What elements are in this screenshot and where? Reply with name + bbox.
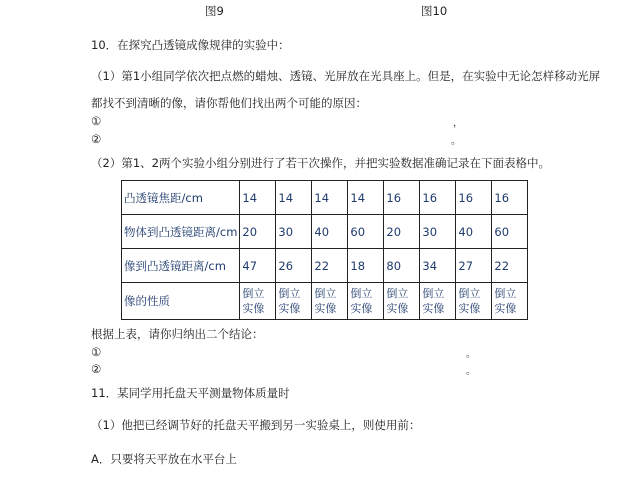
table-cell: 倒立实像 [384,283,420,320]
table-cell: 30 [276,215,312,249]
table-cell: 16 [492,181,528,215]
table-cell: 27 [456,249,492,283]
table-cell: 14 [276,181,312,215]
conclusion-2-end-mark: 。 [466,366,476,377]
figure-10-caption: 图10 [421,4,448,18]
table-cell: 40 [456,215,492,249]
table-cell: 倒立实像 [348,283,384,320]
table-row [122,283,528,320]
table-cell: 14 [312,181,348,215]
question-10-title: 10．在探究凸透镜成像规律的实验中： [91,38,290,52]
table-cell: 34 [420,249,456,283]
reason-2-marker: ② [91,132,102,146]
table-cell: 22 [492,249,528,283]
conclusion-2-marker: ② [91,362,102,376]
table-cell: 倒立实像 [492,283,528,320]
table-cell: 60 [492,215,528,249]
table-cell: 14 [348,181,384,215]
table-cell: 60 [348,215,384,249]
table-cell: 倒立实像 [312,283,348,320]
table-cell: 倒立实像 [276,283,312,320]
table-cell: 16 [420,181,456,215]
row-label: 凸透镜焦距/cm [122,181,240,215]
table-cell: 16 [384,181,420,215]
table-cell: 14 [240,181,276,215]
table-cell: 40 [312,215,348,249]
reason-2-end-mark: 。 [451,136,461,147]
question-10-part1-line2: 都找不到清晰的像，请你帮他们找出两个可能的原因： [91,96,367,110]
table-row [122,181,528,215]
table-cell: 47 [240,249,276,283]
question-10-part2: （2）第1、2两个实验小组分别进行了若干次操作，并把实验数据准确记录在下面表格中。 [91,156,550,170]
experiment-data-table [121,180,528,320]
table-cell: 20 [384,215,420,249]
conclusion-1-end-mark: 。 [466,349,476,360]
figure-9-caption: 图9 [205,4,224,18]
question-10-part1-line1: （1）第1小组同学依次把点燃的蜡烛、透镜、光屏放在光具座上。但是，在实验中无论怎样移动光屏 [91,69,601,83]
table-cell: 16 [456,181,492,215]
question-11-part1: （1）他把已经调节好的托盘天平搬到另一实验桌上，则使用前： [91,418,421,432]
row-label: 像到凸透镜距离/cm [122,249,240,283]
table-cell: 80 [384,249,420,283]
table-cell: 30 [420,215,456,249]
table-cell: 倒立实像 [420,283,456,320]
row-label: 像的性质 [122,283,240,320]
conclusion-intro: 根据上表，请你归纳出二个结论： [91,327,264,341]
row-label: 物体到凸透镜距离/cm [122,215,240,249]
table-cell: 倒立实像 [240,283,276,320]
question-11-title: 11．某同学用托盘天平测量物体质量时 [91,386,290,400]
table-cell: 20 [240,215,276,249]
question-11-option-a: A．只要将天平放在水平台上 [91,452,237,466]
table-cell: 26 [276,249,312,283]
table-cell: 22 [312,249,348,283]
reason-1-marker: ① [91,114,102,128]
table-row [122,215,528,249]
table-cell: 倒立实像 [456,283,492,320]
conclusion-1-marker: ① [91,345,102,359]
table-row [122,249,528,283]
reason-1-end-mark: ， [453,118,463,129]
table-cell: 18 [348,249,384,283]
